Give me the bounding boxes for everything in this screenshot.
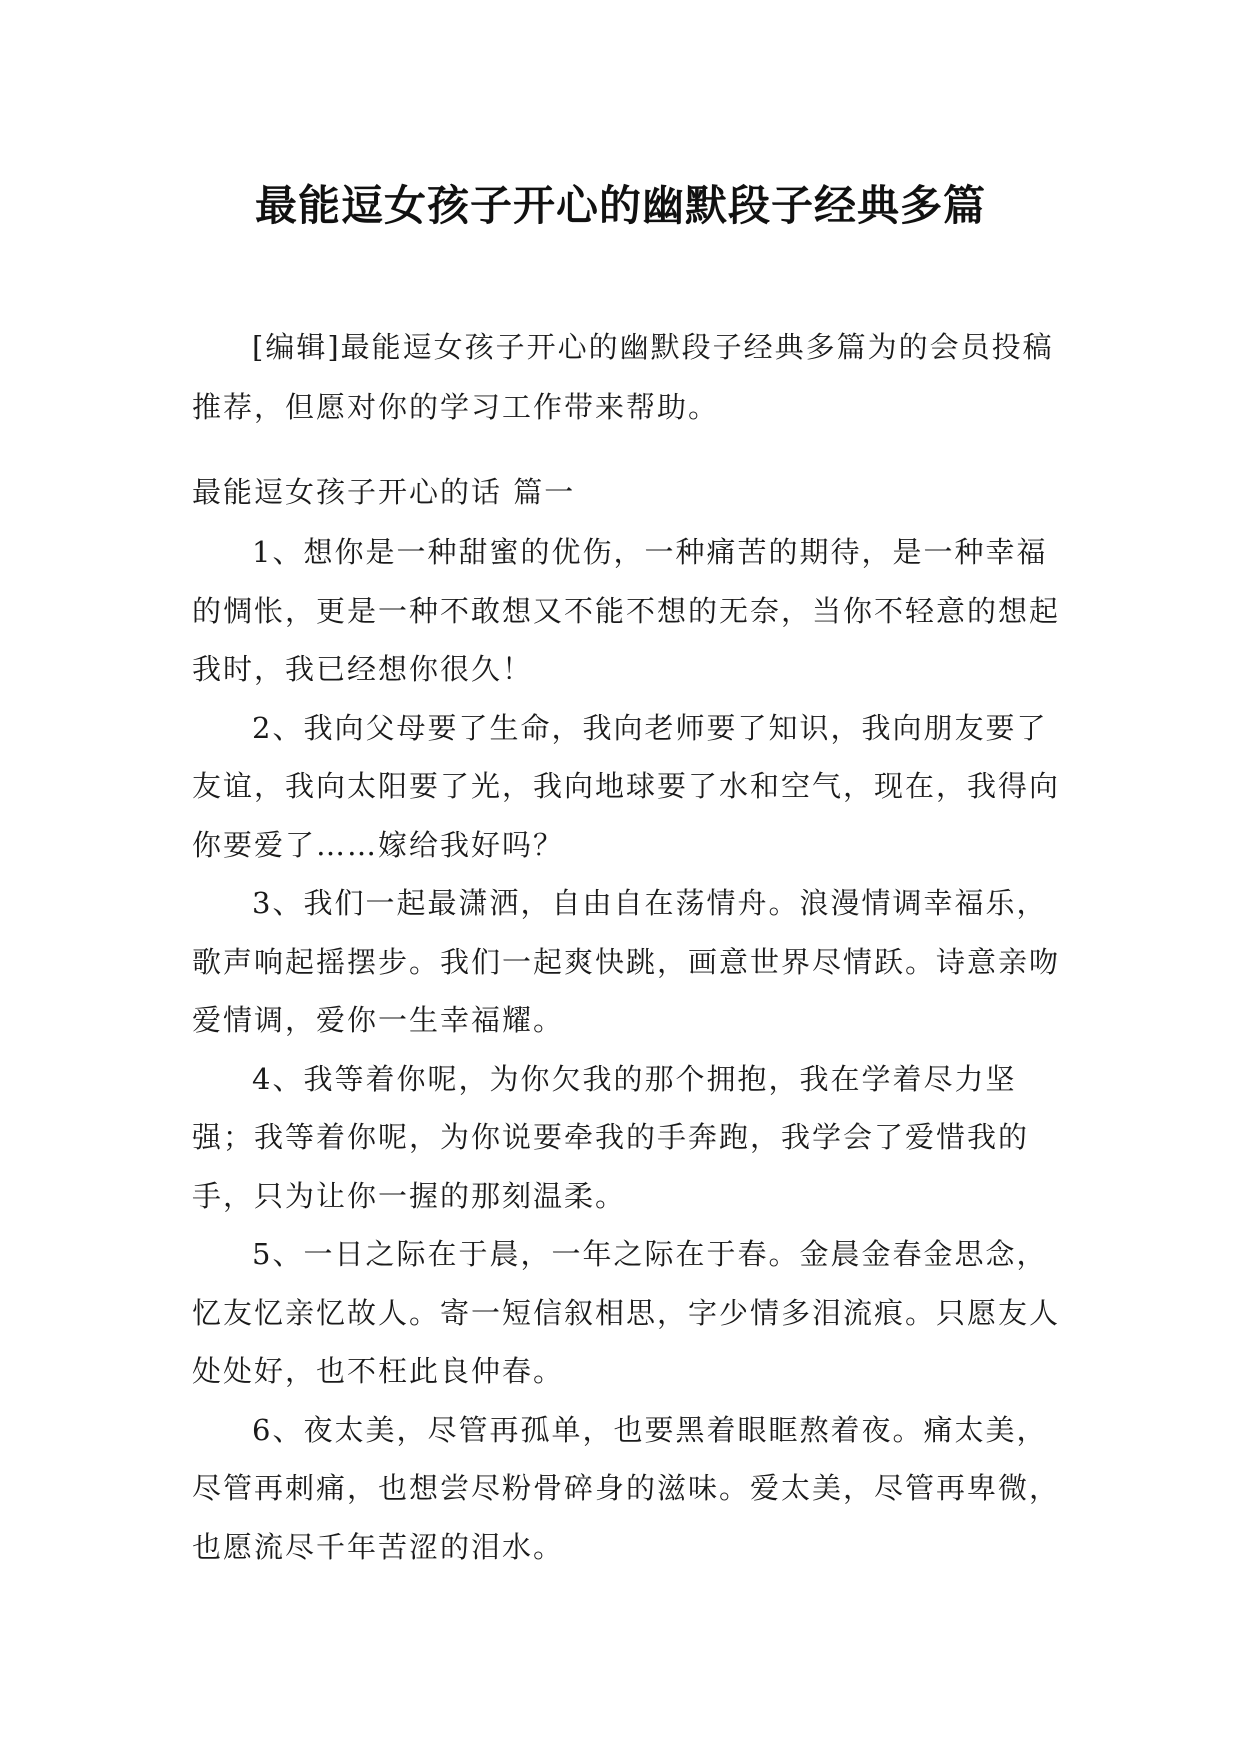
list-item: 2、我向父母要了生命，我向老师要了知识，我向朋友要了友谊，我向太阳要了光，我向地球要了水和空气，现在，我得向你要爱了……嫁给我好吗？ (192, 710, 1061, 862)
list-item: 1、想你是一种甜蜜的优伤，一种痛苦的期待，是一种幸福的惆怅，更是一种不敢想又不能不想的无奈，当你不轻意的想起我时，我已经想你很久！ (192, 535, 1061, 686)
document-title: 最能逗女孩子开心的幽默段子经典多篇 (254, 181, 986, 231)
joke-list (192, 523, 1064, 1576)
intro-paragraph: [编辑]最能逗女孩子开心的幽默段子经典多篇为的会员投稿推荐，但愿对你的学习工作带来帮助。 (192, 330, 1054, 424)
list-item: 6、夜太美，尽管再孤单，也要黑着眼眶熬着夜。痛太美，尽管再刺痛，也想尝尽粉骨碎身的滋味。爱太美，尽管再卑微，也愿流尽千年苦涩的泪水。 (192, 1412, 1061, 1564)
list-item: 4、我等着你呢，为你欠我的那个拥抱，我在学着尽力坚强；我等着你呢，为你说要牵我的手奔跑，我学会了爱惜我的手，只为让你一握的那刻温柔。 (192, 1061, 1030, 1213)
section-heading: 最能逗女孩子开心的话 篇一 (192, 475, 576, 509)
list-item: 3、我们一起最潇洒，自由自在荡情舟。浪漫情调幸福乐，歌声响起摇摆步。我们一起爽快跳，画意世界尽情跃。诗意亲吻爱情调，爱你一生幸福耀。 (192, 886, 1061, 1037)
list-item: 5、一日之际在于晨，一年之际在于春。金晨金春金思念，忆友忆亲忆故人。寄一短信叙相思，字少情多泪流痕。只愿友人处处好，也不枉此良仲春。 (192, 1237, 1061, 1388)
